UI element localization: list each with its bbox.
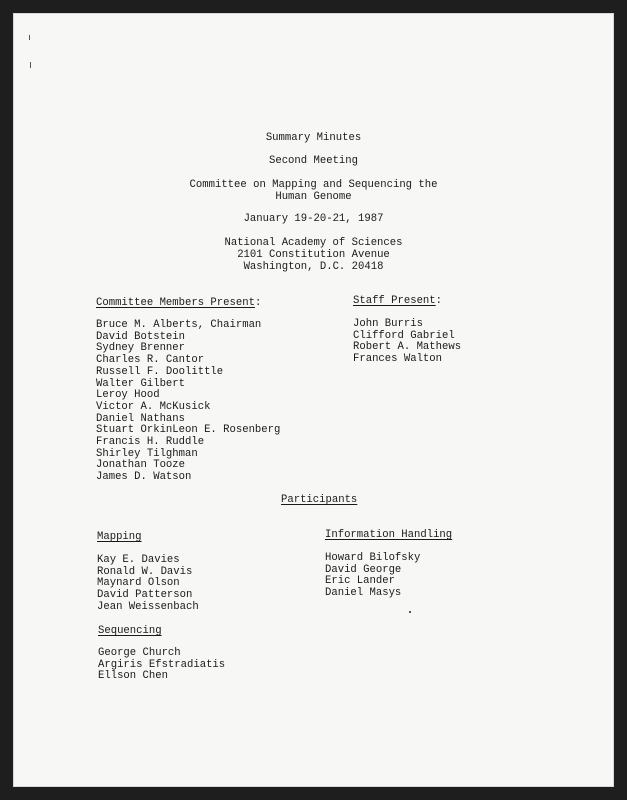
sequencing-heading: Sequencing (98, 625, 162, 637)
staff-member: Clifford Gabriel (353, 329, 455, 342)
document-title: Summary Minutes (265, 132, 362, 144)
mapping-members-list (97, 555, 199, 614)
committee-member: Victor A. McKusick (96, 400, 211, 413)
scan-mark (29, 35, 30, 40)
staff-member: John Burris (353, 318, 423, 330)
committee-name-line1: Committee on Mapping and Sequencing the (189, 179, 438, 191)
committee-name-line2: Human Genome (275, 191, 352, 203)
sequencing-participant: George Church (98, 647, 181, 659)
mapping-participant: Kay E. Davies (97, 554, 180, 566)
information-handling-heading: Information Handling (325, 529, 453, 541)
sequencing-members-list (98, 648, 225, 683)
committee-heading: Committee Members Present: (96, 297, 262, 309)
meeting-dates: January 19-20-21, 1987 (243, 213, 384, 225)
committee-members-list (96, 320, 280, 484)
meeting-label: Second Meeting (268, 155, 358, 167)
mapping-participant: Jean Weissenbach (97, 600, 199, 613)
committee-member: Walter Gilbert (96, 377, 186, 390)
committee-member: Shirley Tilghman (96, 447, 198, 460)
committee-member: Sydney Brenner (96, 342, 186, 355)
committee-member: Leroy Hood (96, 389, 160, 402)
committee-member: Russell F. Doolittle (96, 365, 224, 378)
mapping-heading: Mapping (97, 531, 142, 543)
staff-member: Robert A. Mathews (353, 341, 462, 354)
information-handling-participant: Daniel Masys (325, 587, 402, 600)
committee-member: Daniel Nathans (96, 412, 186, 425)
staff-member: Frances Walton (353, 353, 443, 366)
committee-member: Bruce M. Alberts, Chairman (96, 319, 262, 331)
document-page (13, 13, 614, 787)
committee-member: Stuart OrkinLeon E. Rosenberg (96, 424, 281, 437)
staff-heading: Staff Present: (353, 295, 443, 307)
venue-line2: 2101 Constitution Avenue (237, 249, 390, 261)
mapping-participant: Maynard Olson (97, 577, 180, 590)
committee-member: Francis H. Ruddle (96, 436, 205, 449)
committee-member: Charles R. Cantor (96, 354, 205, 367)
information-handling-members-list (325, 553, 420, 600)
participants-heading: Participants (281, 494, 358, 506)
scan-mark (409, 611, 411, 613)
venue-line1: National Academy of Sciences (224, 237, 403, 249)
mapping-participant: Ronald W. Davis (97, 565, 193, 578)
committee-member: David Botstein (96, 330, 186, 343)
sequencing-participant: Ellson Chen (98, 670, 168, 683)
scan-mark (30, 62, 31, 68)
sequencing-participant: Argiris Efstradiatis (98, 658, 226, 671)
committee-member: Jonathan Tooze (96, 459, 186, 472)
information-handling-participant: Eric Lander (325, 575, 395, 588)
committee-member: James D. Watson (96, 471, 192, 484)
information-handling-participant: Howard Bilofsky (325, 552, 421, 564)
information-handling-participant: David George (325, 563, 402, 576)
staff-members-list (353, 319, 461, 366)
mapping-participant: David Patterson (97, 589, 193, 602)
venue-line3: Washington, D.C. 20418 (243, 261, 384, 273)
